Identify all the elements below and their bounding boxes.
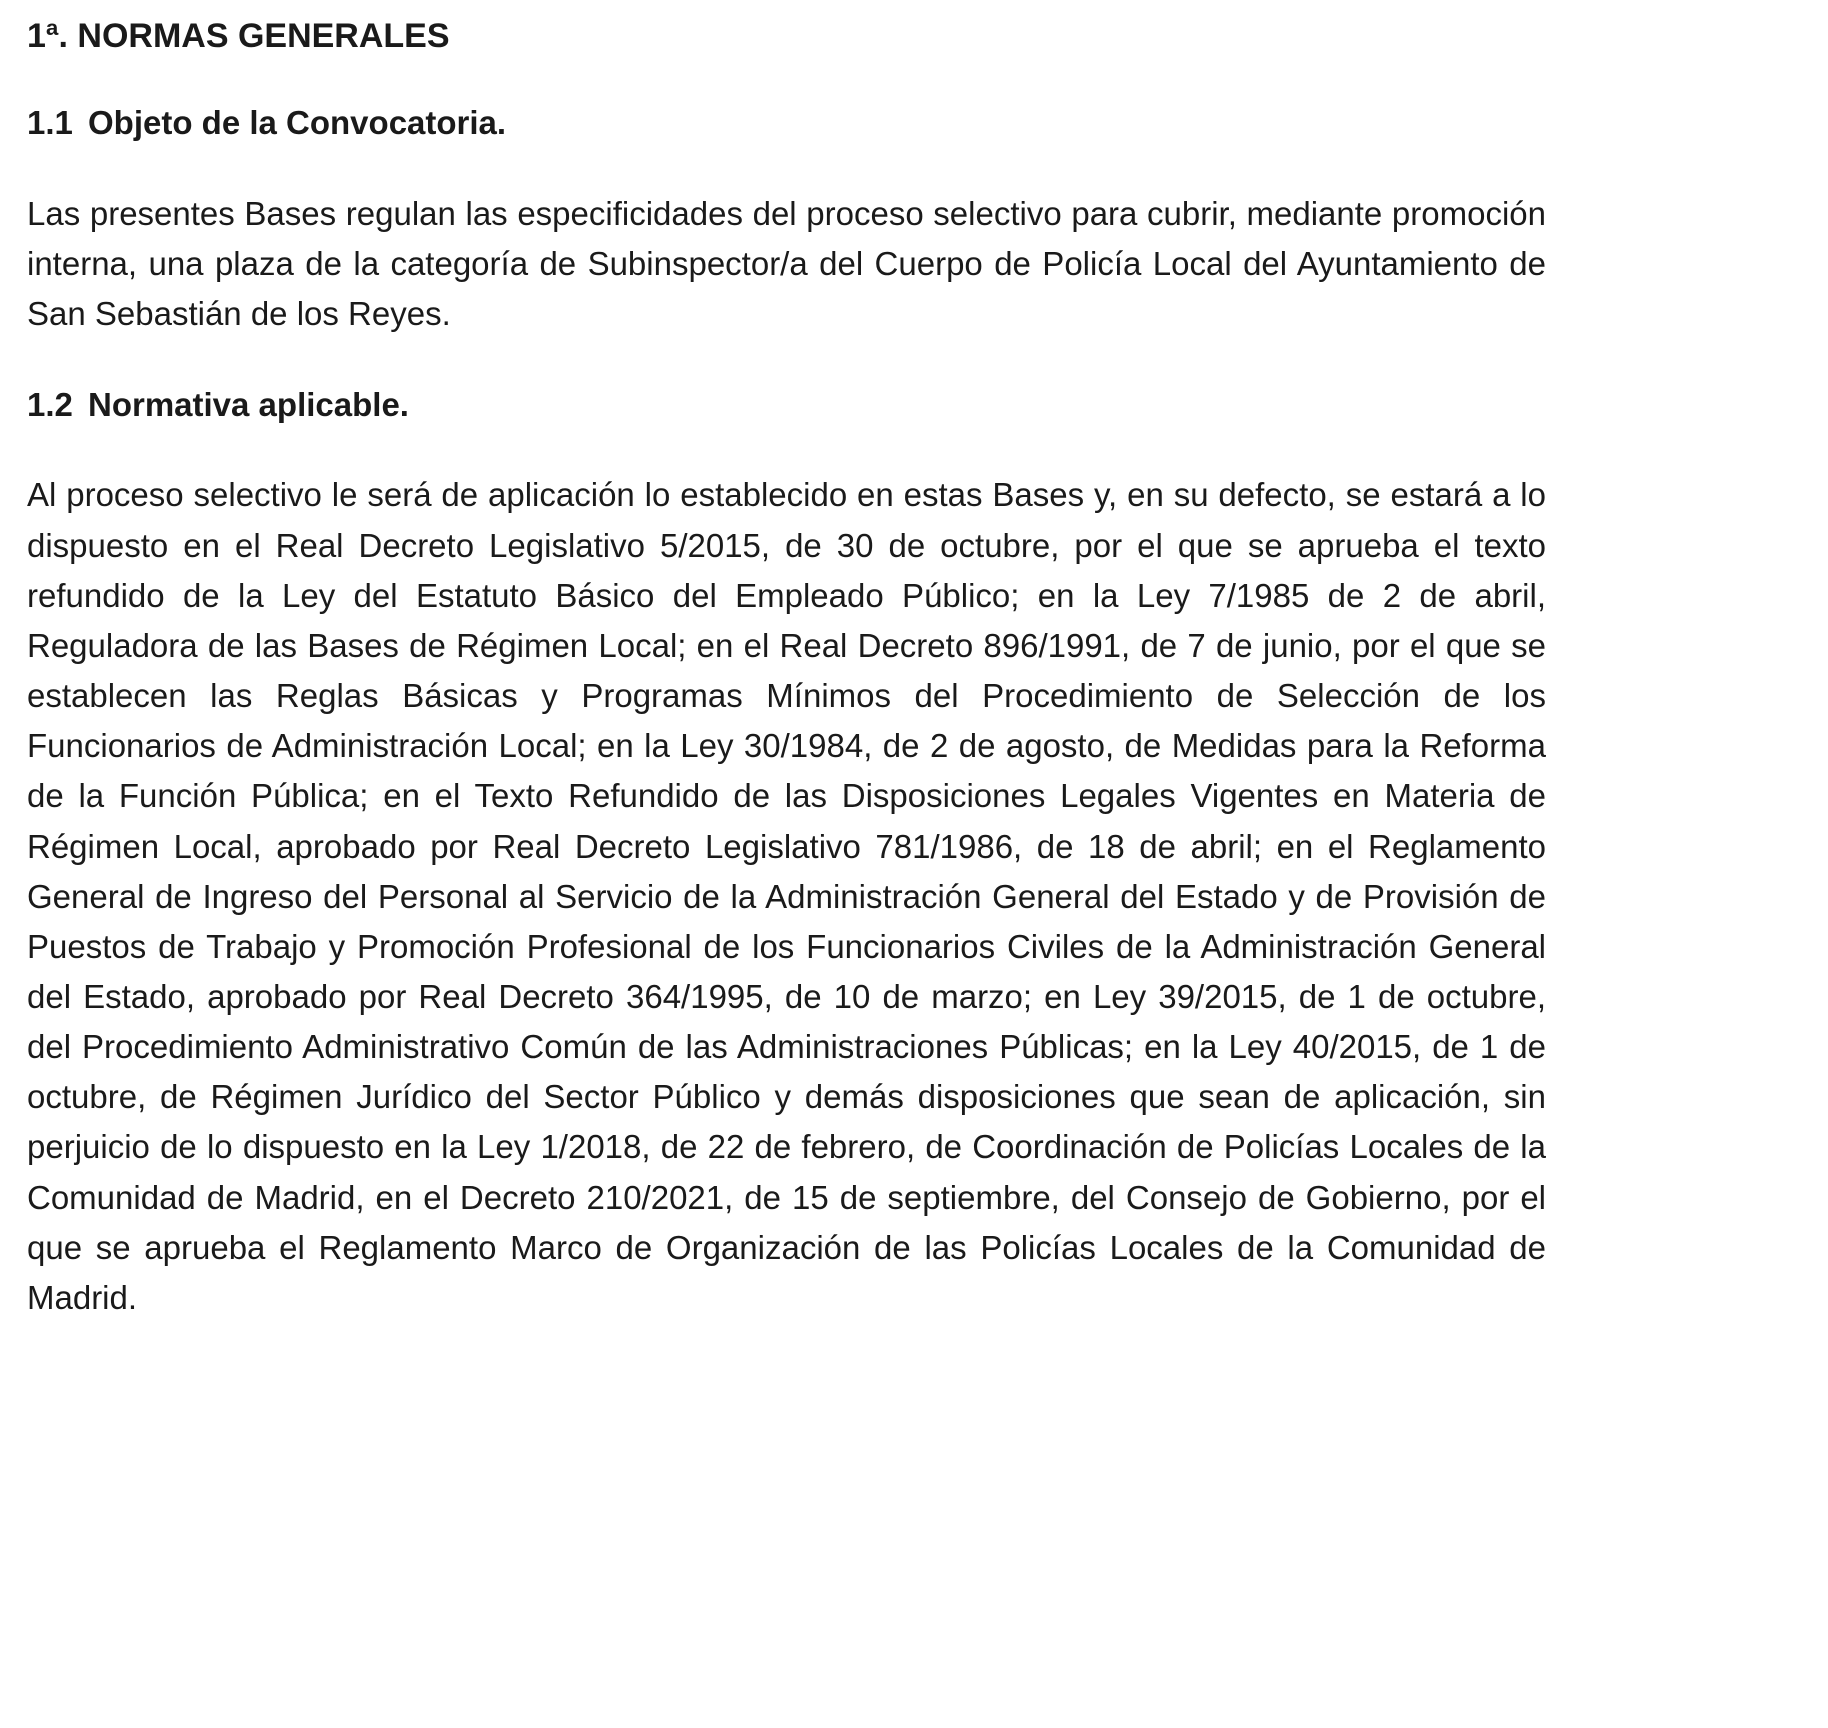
- paragraph-objeto-convocatoria: Las presentes Bases regulan las especificidades del proceso selectivo para cubrir, mediante promoción interna, una plaza de la categoría de Subinspector/a del Cuerpo de Policía Local del Ayuntamiento de San Sebastián de los Reyes.: [27, 195, 1546, 333]
- section-heading-1-2: [27, 384, 1546, 427]
- section-title: Objeto de la Convocatoria.: [88, 104, 507, 142]
- section-number: 1.2: [27, 385, 73, 423]
- section-number: 1.1: [27, 104, 73, 142]
- section-title: Normativa aplicable.: [88, 385, 409, 423]
- document-title: 1ª. NORMAS GENERALES: [27, 17, 450, 55]
- paragraph-normativa-aplicable: Al proceso selectivo le será de aplicación lo establecido en estas Bases y, en su defecto, se estará a lo dispuesto en el Real Decreto Legislativo 5/2015, de 30 de octubre, por el que se aprueba el texto refundido de la Ley del Estatuto Básico del Empleado Público; en la Ley 7/1985 de 2 de abril, Reguladora de las Bases de Régimen Local; en el Real Decreto 896/1991, de 7 de junio, por el que se establecen las Reglas Básicas y Programas Mínimos del Procedimiento de Selección de los Funcionarios de Administración Local; en la Ley 30/1984, de 2 de agosto, de Medidas para la Reforma de la Función Pública; en el Texto Refundido de las Disposiciones Legales Vigentes en Materia de Régimen Local, aprobado por Real Decreto Legislativo 781/1986, de 18 de abril; en el Reglamento General de Ingreso del Personal al Servicio de la Administración General del Estado y de Provisión de Puestos de Trabajo y Promoción Profesional de los Funcionarios Civiles de la Administración General del Estado, aprobado por Real Decreto 364/1995, de 10 de marzo; en Ley 39/2015, de 1 de octubre, del Procedimiento Administrativo Común de las Administraciones Públicas; en la Ley 40/2015, de 1 de octubre, de Régimen Jurídico del Sector Público y demás disposiciones que sean de aplicación, sin perjuicio de lo dispuesto en la Ley 1/2018, de 22 de febrero, de Coordinación de Policías Locales de la Comunidad de Madrid, en el Decreto 210/2021, de 15 de septiembre, del Consejo de Gobierno, por el que se aprueba el Reglamento Marco de Organización de las Policías Locales de la Comunidad de Madrid.: [27, 476, 1546, 1316]
- section-heading-1-1: [27, 102, 1546, 145]
